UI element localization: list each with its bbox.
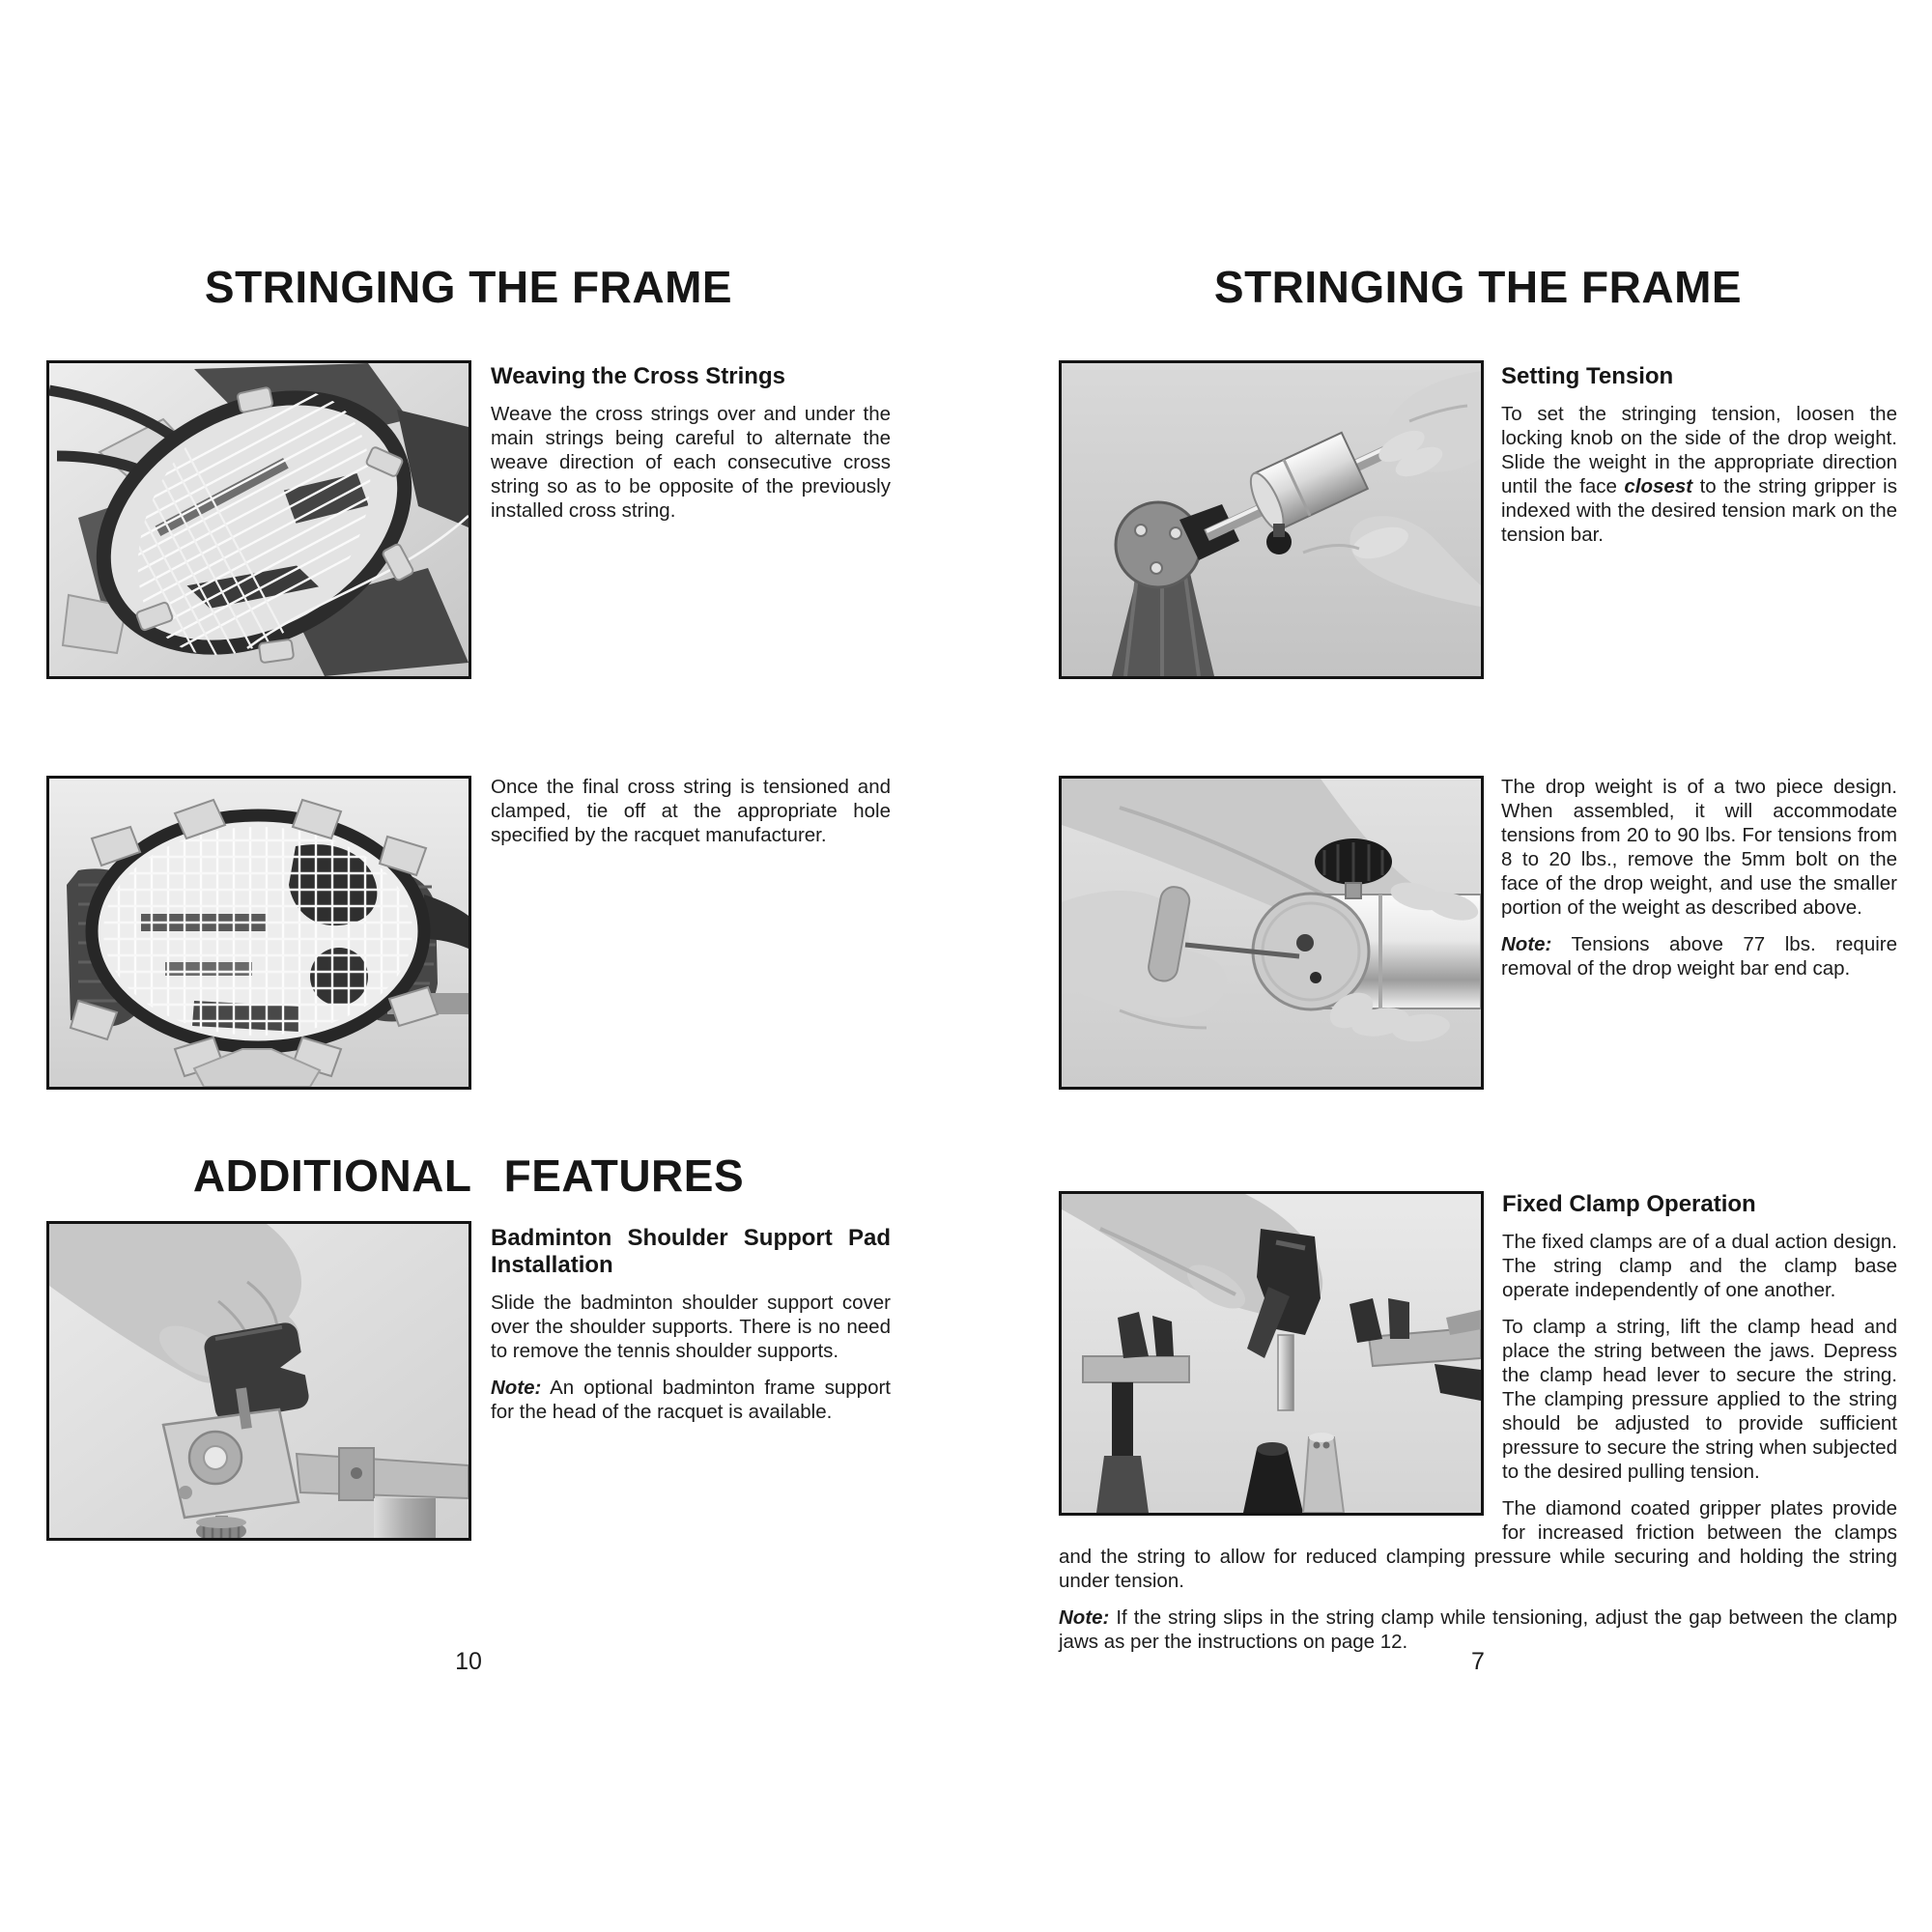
weaving-body: Weave the cross strings over and under the main strings being careful to alternate the weave direction of each consecutive cross string so as to be opposite of the previously installed cross string. (491, 403, 891, 522)
additional-features-title: ADDITIONAL FEATURES (192, 1151, 745, 1201)
section-badminton-pad (491, 1225, 891, 1436)
drop-weight-body: The drop weight is of a two piece design. When assembled, it will accommodate tensions from 20 to 90 lbs. For tensions from 8 to 20 lbs., remove the 5mm bolt on the face of the drop weight, and use the smaller portion of the weight as described above. (1501, 776, 1897, 919)
right-page-title: STRINGING THE FRAME (1213, 262, 1743, 312)
fixed-clamp-heading: Fixed Clamp Operation (1502, 1191, 1756, 1217)
photo-badminton-pad-install (46, 1221, 471, 1541)
badminton-pad-body: Slide the badminton shoulder support cover over the shoulder supports. There is no need to remove the tennis shoulder supports. (491, 1292, 891, 1362)
fixed-clamp-p1: The fixed clamps are of a dual action design. The string clamp and the clamp base operate independently of one another. (1502, 1231, 1897, 1301)
badminton-pad-heading: Badminton Shoulder Support Pad Installation (491, 1225, 891, 1278)
setting-tension-heading: Setting Tension (1501, 363, 1674, 389)
note-text: Tensions above 77 lbs. require removal of the drop weight bar end cap. (1501, 933, 1897, 980)
photo-fixed-clamp-illustration (1062, 1194, 1481, 1513)
photo-drop-weight-illustration (1062, 779, 1481, 1087)
section-setting-tension (1501, 363, 1897, 559)
setting-tension-post: to the string gripper is indexed with the desired tension mark on the tension bar. (1501, 475, 1897, 546)
note-text: If the string slips in the string clamp while tensioning, adjust the gap between the clamp jaws as per the instructions on page 12. (1059, 1606, 1897, 1653)
note-label: Note: (1501, 933, 1552, 955)
photo-badminton-pad-illustration (49, 1224, 469, 1538)
photo-setting-tension (1059, 360, 1484, 679)
right-page-number: 7 (1471, 1648, 1485, 1675)
photo-strung-grid-illustration (49, 779, 469, 1087)
fixed-clamp-p3: The diamond coated gripper plates provide for increased friction between the clamps and the string to allow for reduced clamping pressure while securing and holding the string under tension. (1059, 1497, 1897, 1592)
note-label: Note: (1059, 1606, 1110, 1629)
photo-fixed-clamp-operation (1059, 1191, 1484, 1516)
fixed-clamp-note (1059, 1605, 1897, 1654)
weaving-heading: Weaving the Cross Strings (491, 363, 785, 389)
section-weaving (491, 363, 891, 535)
fixed-clamp-p2: To clamp a string, lift the clamp head and place the string between the jaws. Depress the clamp head lever to secure the string. The clamping pressure applied to the string should be adjusted to provide sufficient pressure to secure the string when subjected to the desired pulling tension. (1502, 1316, 1897, 1483)
photo-fully-strung-racquet (46, 776, 471, 1090)
setting-tension-em: closest (1624, 475, 1693, 497)
badminton-pad-note (491, 1376, 891, 1424)
section-tie-off (491, 775, 891, 860)
photo-drop-weight-bolt (1059, 776, 1484, 1090)
photo-weaving-cross-strings (46, 360, 471, 679)
note-text: An optional badminton frame support for the head of the racquet is available. (491, 1377, 891, 1423)
photo-weaving-illustration (49, 363, 469, 676)
note-label: Note: (491, 1377, 542, 1399)
section-drop-weight (1501, 775, 1897, 993)
setting-tension-pre: To set the stringing tension, loosen the locking knob on the side of the drop weight. Slide the weight in the appropriate direction until the face (1501, 403, 1897, 497)
section-fixed-clamp (1059, 1191, 1897, 1666)
drop-weight-note (1501, 932, 1897, 980)
left-page-number: 10 (455, 1648, 482, 1675)
left-page-title: STRINGING THE FRAME (204, 262, 733, 312)
tie-off-body: Once the final cross string is tensioned and clamped, tie off at the appropriate hole specified by the racquet manufacturer. (491, 776, 891, 846)
photo-setting-tension-illustration (1062, 363, 1481, 676)
setting-tension-body (1501, 402, 1897, 547)
